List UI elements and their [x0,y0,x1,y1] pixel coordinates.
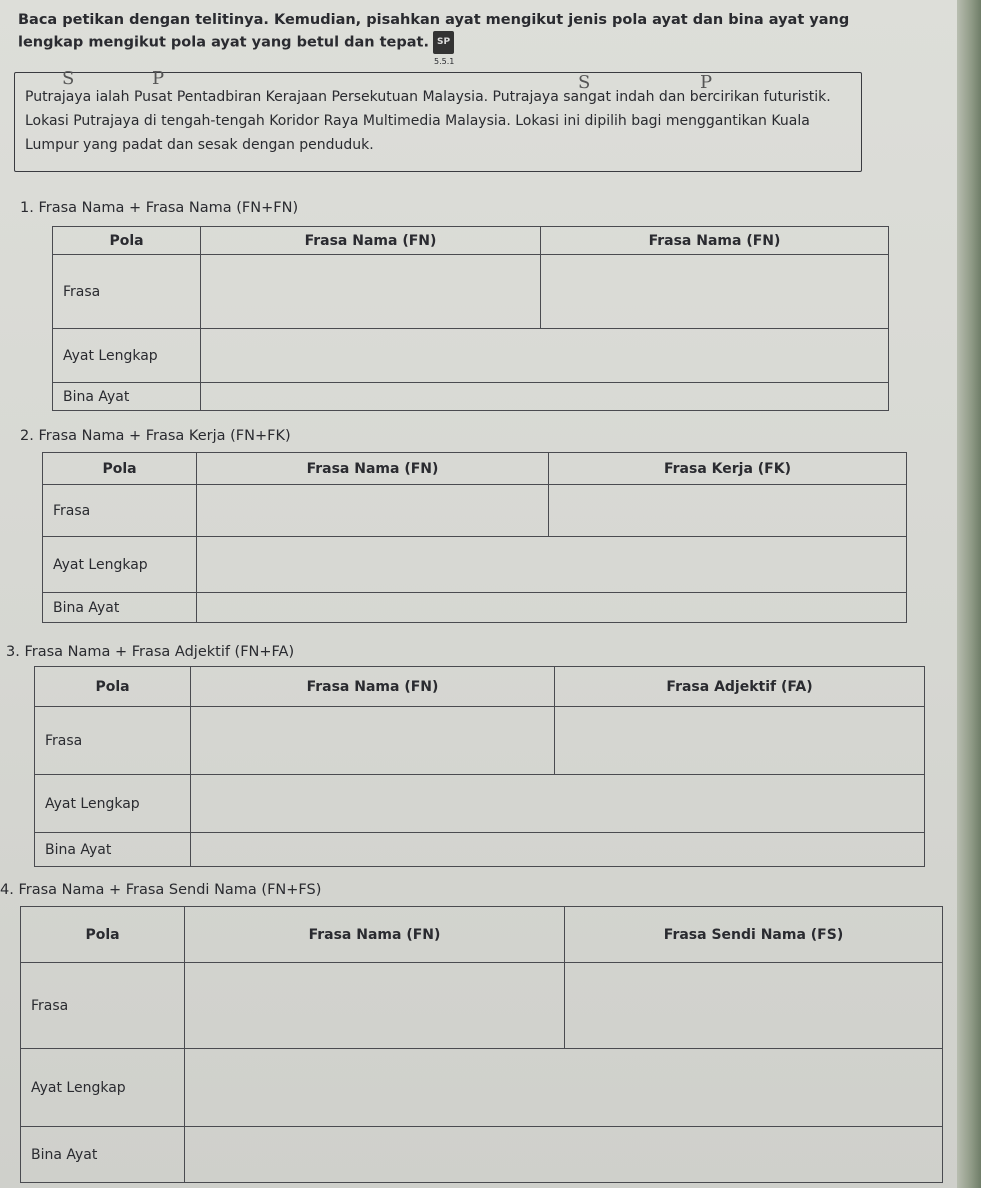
s4-col3-header: Frasa Sendi Nama (FS) [565,907,943,963]
s1-pola-header: Pola [53,227,201,255]
s4-ayat-lengkap-label: Ayat Lengkap [21,1049,185,1127]
s3-ayat-lengkap-cell[interactable] [191,775,925,833]
reading-passage [14,72,862,172]
s2-ayat-lengkap-label: Ayat Lengkap [43,537,197,593]
s3-pola-header: Pola [35,667,191,707]
page-edge-background [957,0,981,1188]
s1-frasa-fn-cell[interactable] [201,255,541,329]
s4-frasa-label: Frasa [21,963,185,1049]
s3-col3-header: Frasa Adjektif (FA) [555,667,925,707]
s4-col2-header: Frasa Nama (FN) [185,907,565,963]
section-4-table [20,906,943,1183]
s3-ayat-lengkap-label: Ayat Lengkap [35,775,191,833]
s3-bina-ayat-cell[interactable] [191,833,925,867]
section-3-table [34,666,925,867]
s1-frasa-label: Frasa [53,255,201,329]
s4-pola-header: Pola [21,907,185,963]
s1-ayat-lengkap-label: Ayat Lengkap [53,329,201,383]
s1-bina-ayat-label: Bina Ayat [53,383,201,411]
passage-text: Putrajaya ialah Pusat Pentadbiran Kerajaan Persekutuan Malaysia. Putrajaya sangat indah dan bercirikan futuristik. Lokasi Putrajaya di tengah-tengah Koridor Raya Multimedia Malaysia. Lokasi ini dipilih bagi menggantikan Kuala Lumpur yang padat dan sesak dengan penduduk. [25,89,831,153]
s4-bina-ayat-label: Bina Ayat [21,1127,185,1183]
handwritten-mark-s1: S [62,68,75,89]
s2-bina-ayat-cell[interactable] [197,593,907,623]
s1-frasa-fn2-cell[interactable] [541,255,889,329]
section-4-title: 4. Frasa Nama + Frasa Sendi Nama (FN+FS) [0,882,322,898]
handwritten-mark-p2: P [700,72,713,93]
section-1-title: 1. Frasa Nama + Frasa Nama (FN+FN) [20,200,299,216]
handwritten-mark-p1: P [152,68,165,89]
s1-col3-header: Frasa Nama (FN) [541,227,889,255]
instruction-text: Baca petikan dengan telitinya. Kemudian, pisahkan ayat mengikut jenis pola ayat dan bina ayat yang lengkap mengikut pola ayat yang betul dan tepat. SP [18,10,868,54]
s2-frasa-label: Frasa [43,485,197,537]
s4-bina-ayat-cell[interactable] [185,1127,943,1183]
s3-col2-header: Frasa Nama (FN) [191,667,555,707]
s2-pola-header: Pola [43,453,197,485]
s3-bina-ayat-label: Bina Ayat [35,833,191,867]
section-1-table [52,226,889,411]
s3-frasa-fn-cell[interactable] [191,707,555,775]
s1-ayat-lengkap-cell[interactable] [201,329,889,383]
s2-frasa-fn-cell[interactable] [197,485,549,537]
s4-frasa-fs-cell[interactable] [565,963,943,1049]
s1-bina-ayat-cell[interactable] [201,383,889,411]
s2-col3-header: Frasa Kerja (FK) [549,453,907,485]
s1-col2-header: Frasa Nama (FN) [201,227,541,255]
s3-frasa-fa-cell[interactable] [555,707,925,775]
sp-badge: SP [433,31,454,54]
s2-col2-header: Frasa Nama (FN) [197,453,549,485]
s2-bina-ayat-label: Bina Ayat [43,593,197,623]
handwritten-mark-s2: S [578,72,591,93]
standard-code: 5.5.1 [434,57,455,66]
section-2-table [42,452,907,623]
s2-ayat-lengkap-cell[interactable] [197,537,907,593]
s4-frasa-fn-cell[interactable] [185,963,565,1049]
s3-frasa-label: Frasa [35,707,191,775]
section-3-title: 3. Frasa Nama + Frasa Adjektif (FN+FA) [6,644,295,660]
s2-frasa-fk-cell[interactable] [549,485,907,537]
section-2-title: 2. Frasa Nama + Frasa Kerja (FN+FK) [20,428,291,444]
s4-ayat-lengkap-cell[interactable] [185,1049,943,1127]
